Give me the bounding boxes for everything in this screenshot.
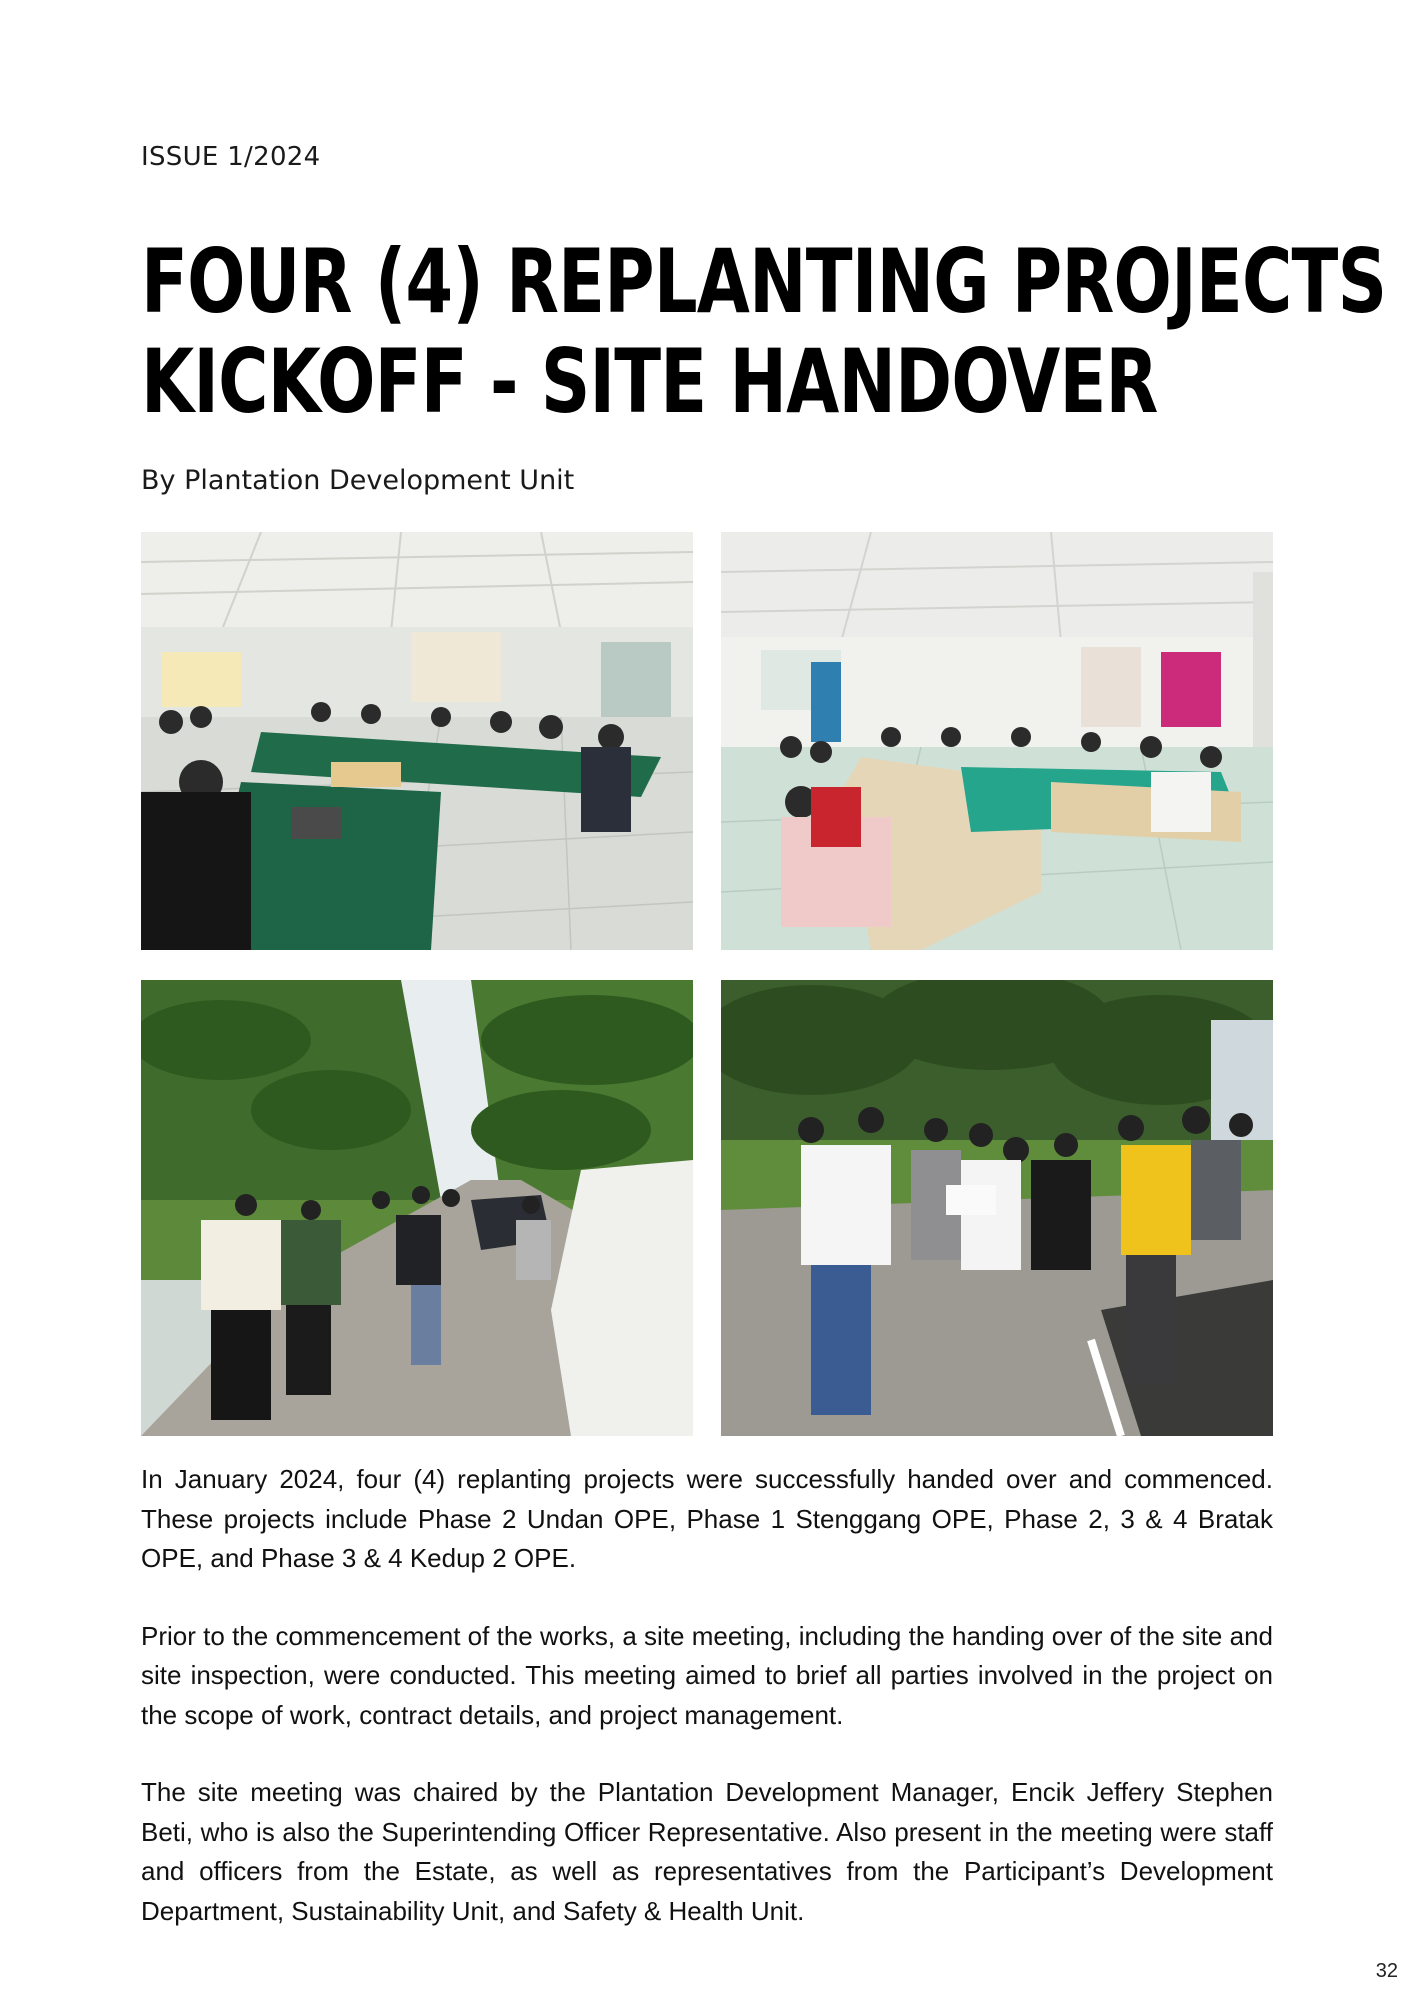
photo-meeting-room-1-illustration xyxy=(141,532,693,950)
article-paragraph-2: Prior to the commencement of the works, a site meeting, including the handing over of the site and site inspection, were conducted. This meeting aimed to brief all parties involved in the project on the scope of work, contract details, and project management. xyxy=(141,1620,1273,1730)
article-title-line-2: KICKOFF - SITE HANDOVER xyxy=(141,330,1158,433)
photo-meeting-room-2 xyxy=(721,532,1273,950)
photo-site-inspection-1-illustration xyxy=(141,980,693,1436)
photo-site-inspection-2 xyxy=(721,980,1273,1436)
article-title xyxy=(141,230,1387,433)
article-paragraph-1: In January 2024, four (4) replanting projects were successfully handed over and commenced. These projects include Phase 2 Undan OPE, Phase 1 Stenggang OPE, Phase 2, 3 & 4 Bratak OPE, and Phase 3 & 4 Kedup 2 OPE. xyxy=(141,1464,1273,1573)
article-title-line-1: FOUR (4) REPLANTING PROJECTS xyxy=(141,230,1387,333)
photo-site-inspection-1 xyxy=(141,980,693,1436)
article-paragraph-3: The site meeting was chaired by the Plantation Development Manager, Encik Jeffery Stephen Beti, who is also the Superintending Officer Representative. Also present in the meeting were staff and officers from the Estate, as well as representatives from the Participant’s Development Department, Sustainability Unit, and Safety & Health Unit. xyxy=(141,1777,1273,1926)
photo-meeting-room-1 xyxy=(141,532,693,950)
issue-label: ISSUE 1/2024 xyxy=(141,142,321,172)
photo-meeting-room-2-illustration xyxy=(721,532,1273,950)
article-byline: By Plantation Development Unit xyxy=(141,465,575,496)
article-body xyxy=(141,1460,1273,1969)
photo-site-inspection-2-illustration xyxy=(721,980,1273,1436)
page-number: 32 xyxy=(1375,1960,1398,1982)
